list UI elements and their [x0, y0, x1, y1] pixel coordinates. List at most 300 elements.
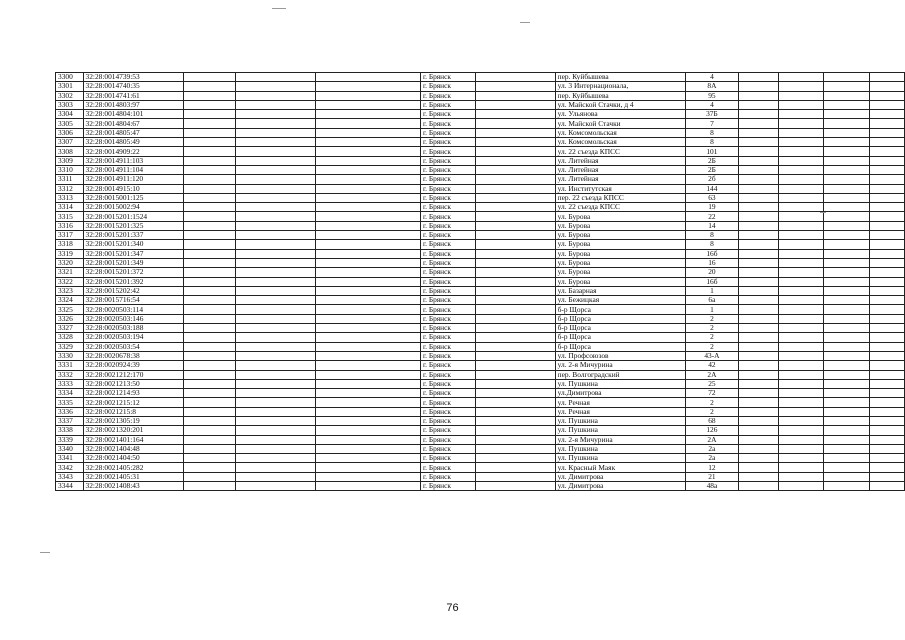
empty-cell: [236, 286, 316, 295]
street-cell: ул. Пушкина: [555, 379, 685, 388]
house-number-cell: 126: [685, 426, 739, 435]
row-number-cell: 3317: [56, 231, 84, 240]
row-number-cell: 3309: [56, 156, 84, 165]
table-row: [56, 407, 905, 416]
empty-cell: [184, 268, 236, 277]
empty-cell: [779, 240, 824, 249]
empty-cell: [475, 277, 555, 286]
street-cell: пер. Волгоградский: [555, 370, 685, 379]
empty-cell: [824, 351, 869, 360]
empty-cell: [869, 342, 904, 351]
empty-cell: [184, 138, 236, 147]
empty-cell: [475, 444, 555, 453]
empty-cell: [824, 221, 869, 230]
row-number-cell: 3306: [56, 128, 84, 137]
empty-cell: [824, 454, 869, 463]
empty-cell: [184, 184, 236, 193]
empty-cell: [184, 100, 236, 109]
city-cell: г. Брянск: [420, 389, 475, 398]
house-number-cell: 37Б: [685, 110, 739, 119]
empty-cell: [779, 314, 824, 323]
street-cell: ул. Бурова: [555, 249, 685, 258]
house-number-cell: 12: [685, 463, 739, 472]
city-cell: г. Брянск: [420, 193, 475, 202]
empty-cell: [779, 100, 824, 109]
street-cell: ул. Базарная: [555, 286, 685, 295]
cadastral-number-cell: 32:28:0015201:337: [83, 231, 184, 240]
row-number-cell: 3331: [56, 361, 84, 370]
empty-cell: [475, 314, 555, 323]
street-cell: ул. Литейная: [555, 165, 685, 174]
empty-cell: [475, 370, 555, 379]
street-cell: б-р Щорса: [555, 342, 685, 351]
cadastral-number-cell: 32:28:0015201:392: [83, 277, 184, 286]
table-row: [56, 342, 905, 351]
empty-cell: [475, 426, 555, 435]
table-row: [56, 203, 905, 212]
cadastral-number-cell: 32:28:0014803:97: [83, 100, 184, 109]
empty-cell: [824, 249, 869, 258]
empty-cell: [316, 221, 421, 230]
cadastral-number-cell: 32:28:0021405:31: [83, 472, 184, 481]
empty-cell: [316, 165, 421, 174]
empty-cell: [779, 370, 824, 379]
empty-cell: [316, 73, 421, 82]
empty-cell: [869, 324, 904, 333]
empty-cell: [184, 73, 236, 82]
cadastral-number-cell: 32:28:0021404:48: [83, 444, 184, 453]
empty-cell: [236, 231, 316, 240]
empty-cell: [316, 398, 421, 407]
empty-cell: [824, 314, 869, 323]
empty-cell: [316, 472, 421, 481]
empty-cell: [869, 277, 904, 286]
empty-cell: [475, 128, 555, 137]
empty-cell: [824, 138, 869, 147]
empty-cell: [475, 361, 555, 370]
empty-cell: [236, 361, 316, 370]
city-cell: г. Брянск: [420, 175, 475, 184]
cadastral-number-cell: 32:28:0020503:114: [83, 305, 184, 314]
empty-cell: [824, 286, 869, 295]
empty-cell: [869, 482, 904, 491]
empty-cell: [184, 258, 236, 267]
empty-cell: [475, 212, 555, 221]
street-cell: ул. Профсоюзов: [555, 351, 685, 360]
empty-cell: [779, 463, 824, 472]
cadastral-number-cell: 32:28:0014804:101: [83, 110, 184, 119]
row-number-cell: 3325: [56, 305, 84, 314]
row-number-cell: 3316: [56, 221, 84, 230]
empty-cell: [739, 482, 779, 491]
empty-cell: [779, 342, 824, 351]
empty-cell: [779, 435, 824, 444]
row-number-cell: 3321: [56, 268, 84, 277]
table-row: [56, 454, 905, 463]
empty-cell: [184, 416, 236, 425]
empty-cell: [236, 212, 316, 221]
empty-cell: [824, 212, 869, 221]
empty-cell: [824, 482, 869, 491]
table-row: [56, 73, 905, 82]
street-cell: ул. Майской Стачки: [555, 119, 685, 128]
empty-cell: [739, 240, 779, 249]
house-number-cell: 2Б: [685, 165, 739, 174]
row-number-cell: 3340: [56, 444, 84, 453]
row-number-cell: 3301: [56, 82, 84, 91]
empty-cell: [824, 444, 869, 453]
empty-cell: [779, 268, 824, 277]
street-cell: ул. 2-я Мичурина: [555, 361, 685, 370]
cadastral-number-cell: 32:28:0015201:1524: [83, 212, 184, 221]
empty-cell: [475, 296, 555, 305]
empty-cell: [236, 203, 316, 212]
cadastral-number-cell: 32:28:0021215:8: [83, 407, 184, 416]
empty-cell: [316, 128, 421, 137]
row-number-cell: 3324: [56, 296, 84, 305]
street-cell: ул. Речная: [555, 398, 685, 407]
empty-cell: [824, 407, 869, 416]
city-cell: г. Брянск: [420, 379, 475, 388]
empty-cell: [869, 73, 904, 82]
empty-cell: [779, 454, 824, 463]
empty-cell: [779, 203, 824, 212]
empty-cell: [316, 454, 421, 463]
house-number-cell: 68: [685, 416, 739, 425]
empty-cell: [236, 342, 316, 351]
empty-cell: [779, 351, 824, 360]
empty-cell: [316, 110, 421, 119]
street-cell: ул. Бурова: [555, 258, 685, 267]
empty-cell: [869, 212, 904, 221]
cadastral-number-cell: 32:28:0021213:50: [83, 379, 184, 388]
empty-cell: [869, 305, 904, 314]
city-cell: г. Брянск: [420, 240, 475, 249]
empty-cell: [739, 444, 779, 453]
empty-cell: [869, 286, 904, 295]
empty-cell: [869, 268, 904, 277]
empty-cell: [779, 138, 824, 147]
empty-cell: [236, 444, 316, 453]
table-row: [56, 398, 905, 407]
empty-cell: [475, 110, 555, 119]
empty-cell: [869, 379, 904, 388]
table-row: [56, 165, 905, 174]
row-number-cell: 3320: [56, 258, 84, 267]
cadastral-number-cell: 32:28:0021405:282: [83, 463, 184, 472]
table-row: [56, 240, 905, 249]
cadastral-number-cell: 32:28:0014741:61: [83, 91, 184, 100]
house-number-cell: 2: [685, 342, 739, 351]
empty-cell: [236, 110, 316, 119]
empty-cell: [824, 342, 869, 351]
empty-cell: [475, 184, 555, 193]
empty-cell: [236, 351, 316, 360]
empty-cell: [824, 175, 869, 184]
house-number-cell: 63: [685, 193, 739, 202]
empty-cell: [184, 435, 236, 444]
city-cell: г. Брянск: [420, 472, 475, 481]
street-cell: пер. Куйбышева: [555, 73, 685, 82]
street-cell: ул. Бурова: [555, 212, 685, 221]
street-cell: ул. Институтская: [555, 184, 685, 193]
empty-cell: [824, 370, 869, 379]
empty-cell: [824, 91, 869, 100]
row-number-cell: 3332: [56, 370, 84, 379]
cadastral-number-cell: 32:28:0020678:38: [83, 351, 184, 360]
city-cell: г. Брянск: [420, 268, 475, 277]
empty-cell: [316, 212, 421, 221]
empty-cell: [316, 231, 421, 240]
empty-cell: [779, 91, 824, 100]
empty-cell: [475, 147, 555, 156]
empty-cell: [739, 128, 779, 137]
row-number-cell: 3314: [56, 203, 84, 212]
table-row: [56, 82, 905, 91]
empty-cell: [739, 370, 779, 379]
empty-cell: [316, 156, 421, 165]
empty-cell: [739, 277, 779, 286]
street-cell: б-р Щорса: [555, 324, 685, 333]
city-cell: г. Брянск: [420, 370, 475, 379]
empty-cell: [475, 398, 555, 407]
empty-cell: [824, 389, 869, 398]
empty-cell: [236, 73, 316, 82]
empty-cell: [869, 435, 904, 444]
empty-cell: [236, 314, 316, 323]
empty-cell: [869, 416, 904, 425]
empty-cell: [869, 100, 904, 109]
empty-cell: [236, 463, 316, 472]
city-cell: г. Брянск: [420, 82, 475, 91]
empty-cell: [316, 138, 421, 147]
empty-cell: [316, 184, 421, 193]
empty-cell: [869, 398, 904, 407]
city-cell: г. Брянск: [420, 333, 475, 342]
empty-cell: [184, 165, 236, 174]
street-cell: ул. Бежицкая: [555, 296, 685, 305]
empty-cell: [184, 203, 236, 212]
empty-cell: [739, 82, 779, 91]
row-number-cell: 3326: [56, 314, 84, 323]
city-cell: г. Брянск: [420, 165, 475, 174]
empty-cell: [739, 296, 779, 305]
empty-cell: [869, 454, 904, 463]
empty-cell: [869, 110, 904, 119]
row-number-cell: 3310: [56, 165, 84, 174]
empty-cell: [316, 342, 421, 351]
empty-cell: [869, 296, 904, 305]
row-number-cell: 3338: [56, 426, 84, 435]
row-number-cell: 3319: [56, 249, 84, 258]
empty-cell: [869, 351, 904, 360]
house-number-cell: 2: [685, 407, 739, 416]
empty-cell: [475, 342, 555, 351]
empty-cell: [824, 416, 869, 425]
row-number-cell: 3344: [56, 482, 84, 491]
empty-cell: [316, 305, 421, 314]
cadastral-number-cell: 32:28:0021212:170: [83, 370, 184, 379]
row-number-cell: 3341: [56, 454, 84, 463]
empty-cell: [824, 268, 869, 277]
table-row: [56, 193, 905, 202]
table-row: [56, 296, 905, 305]
empty-cell: [824, 472, 869, 481]
empty-cell: [236, 296, 316, 305]
empty-cell: [869, 119, 904, 128]
scan-speck: [820, 212, 826, 213]
cadastral-number-cell: 32:28:0014804:67: [83, 119, 184, 128]
empty-cell: [779, 398, 824, 407]
empty-cell: [779, 389, 824, 398]
table-row: [56, 91, 905, 100]
empty-cell: [236, 482, 316, 491]
empty-cell: [184, 231, 236, 240]
empty-cell: [475, 379, 555, 388]
empty-cell: [739, 156, 779, 165]
empty-cell: [869, 361, 904, 370]
empty-cell: [475, 305, 555, 314]
empty-cell: [779, 175, 824, 184]
empty-cell: [475, 258, 555, 267]
street-cell: ул. Пушкина: [555, 454, 685, 463]
empty-cell: [779, 333, 824, 342]
empty-cell: [316, 389, 421, 398]
empty-cell: [236, 147, 316, 156]
empty-cell: [869, 333, 904, 342]
city-cell: г. Брянск: [420, 305, 475, 314]
cadastral-number-cell: 32:28:0014739:53: [83, 73, 184, 82]
street-cell: б-р Щорса: [555, 314, 685, 323]
house-number-cell: 21: [685, 472, 739, 481]
empty-cell: [184, 370, 236, 379]
empty-cell: [824, 305, 869, 314]
street-cell: ул. Ульянова: [555, 110, 685, 119]
city-cell: г. Брянск: [420, 277, 475, 286]
table-row: [56, 379, 905, 388]
row-number-cell: 3329: [56, 342, 84, 351]
street-cell: пер. Куйбышева: [555, 91, 685, 100]
city-cell: г. Брянск: [420, 73, 475, 82]
row-number-cell: 3342: [56, 463, 84, 472]
empty-cell: [869, 314, 904, 323]
empty-cell: [236, 472, 316, 481]
house-number-cell: 48а: [685, 482, 739, 491]
empty-cell: [869, 389, 904, 398]
empty-cell: [316, 351, 421, 360]
city-cell: г. Брянск: [420, 351, 475, 360]
empty-cell: [739, 324, 779, 333]
house-number-cell: 6а: [685, 296, 739, 305]
empty-cell: [869, 184, 904, 193]
street-cell: ул. Пушкина: [555, 426, 685, 435]
scan-speck: [40, 552, 50, 553]
table-row: [56, 324, 905, 333]
empty-cell: [739, 73, 779, 82]
empty-cell: [779, 305, 824, 314]
empty-cell: [824, 258, 869, 267]
table-row: [56, 426, 905, 435]
empty-cell: [475, 454, 555, 463]
empty-cell: [739, 249, 779, 258]
empty-cell: [316, 444, 421, 453]
empty-cell: [475, 249, 555, 258]
row-number-cell: 3313: [56, 193, 84, 202]
city-cell: г. Брянск: [420, 454, 475, 463]
empty-cell: [824, 110, 869, 119]
table-row: [56, 184, 905, 193]
empty-cell: [236, 305, 316, 314]
empty-cell: [236, 426, 316, 435]
house-number-cell: 2а: [685, 454, 739, 463]
cadastral-number-cell: 32:28:0014740:35: [83, 82, 184, 91]
row-number-cell: 3343: [56, 472, 84, 481]
house-number-cell: 8: [685, 138, 739, 147]
empty-cell: [316, 361, 421, 370]
empty-cell: [316, 324, 421, 333]
empty-cell: [869, 407, 904, 416]
row-number-cell: 3337: [56, 416, 84, 425]
empty-cell: [869, 221, 904, 230]
street-cell: ул. 3 Интернационала,: [555, 82, 685, 91]
empty-cell: [824, 296, 869, 305]
empty-cell: [475, 389, 555, 398]
table-row: [56, 221, 905, 230]
row-number-cell: 3327: [56, 324, 84, 333]
cadastral-number-cell: 32:28:0015001:125: [83, 193, 184, 202]
empty-cell: [236, 184, 316, 193]
empty-cell: [236, 333, 316, 342]
cadastral-number-cell: 32:28:0020503:54: [83, 342, 184, 351]
empty-cell: [779, 221, 824, 230]
empty-cell: [739, 463, 779, 472]
house-number-cell: 1: [685, 305, 739, 314]
empty-cell: [475, 82, 555, 91]
empty-cell: [869, 444, 904, 453]
empty-cell: [184, 147, 236, 156]
row-number-cell: 3308: [56, 147, 84, 156]
empty-cell: [184, 221, 236, 230]
city-cell: г. Брянск: [420, 119, 475, 128]
table-row: [56, 119, 905, 128]
empty-cell: [824, 156, 869, 165]
empty-cell: [824, 100, 869, 109]
house-number-cell: 14: [685, 221, 739, 230]
empty-cell: [316, 193, 421, 202]
empty-cell: [739, 110, 779, 119]
cadastral-number-cell: 32:28:0014915:10: [83, 184, 184, 193]
empty-cell: [236, 175, 316, 184]
empty-cell: [824, 277, 869, 286]
empty-cell: [739, 333, 779, 342]
table-row: [56, 314, 905, 323]
house-number-cell: 95: [685, 91, 739, 100]
page-number: 76: [446, 602, 459, 614]
empty-cell: [779, 416, 824, 425]
street-cell: ул. Комсомольская: [555, 138, 685, 147]
cadastral-number-cell: 32:28:0021305:19: [83, 416, 184, 425]
empty-cell: [869, 426, 904, 435]
empty-cell: [475, 435, 555, 444]
empty-cell: [739, 314, 779, 323]
empty-cell: [184, 482, 236, 491]
empty-cell: [869, 463, 904, 472]
empty-cell: [824, 379, 869, 388]
empty-cell: [184, 463, 236, 472]
street-cell: ул. Бурова: [555, 240, 685, 249]
empty-cell: [779, 258, 824, 267]
empty-cell: [739, 342, 779, 351]
